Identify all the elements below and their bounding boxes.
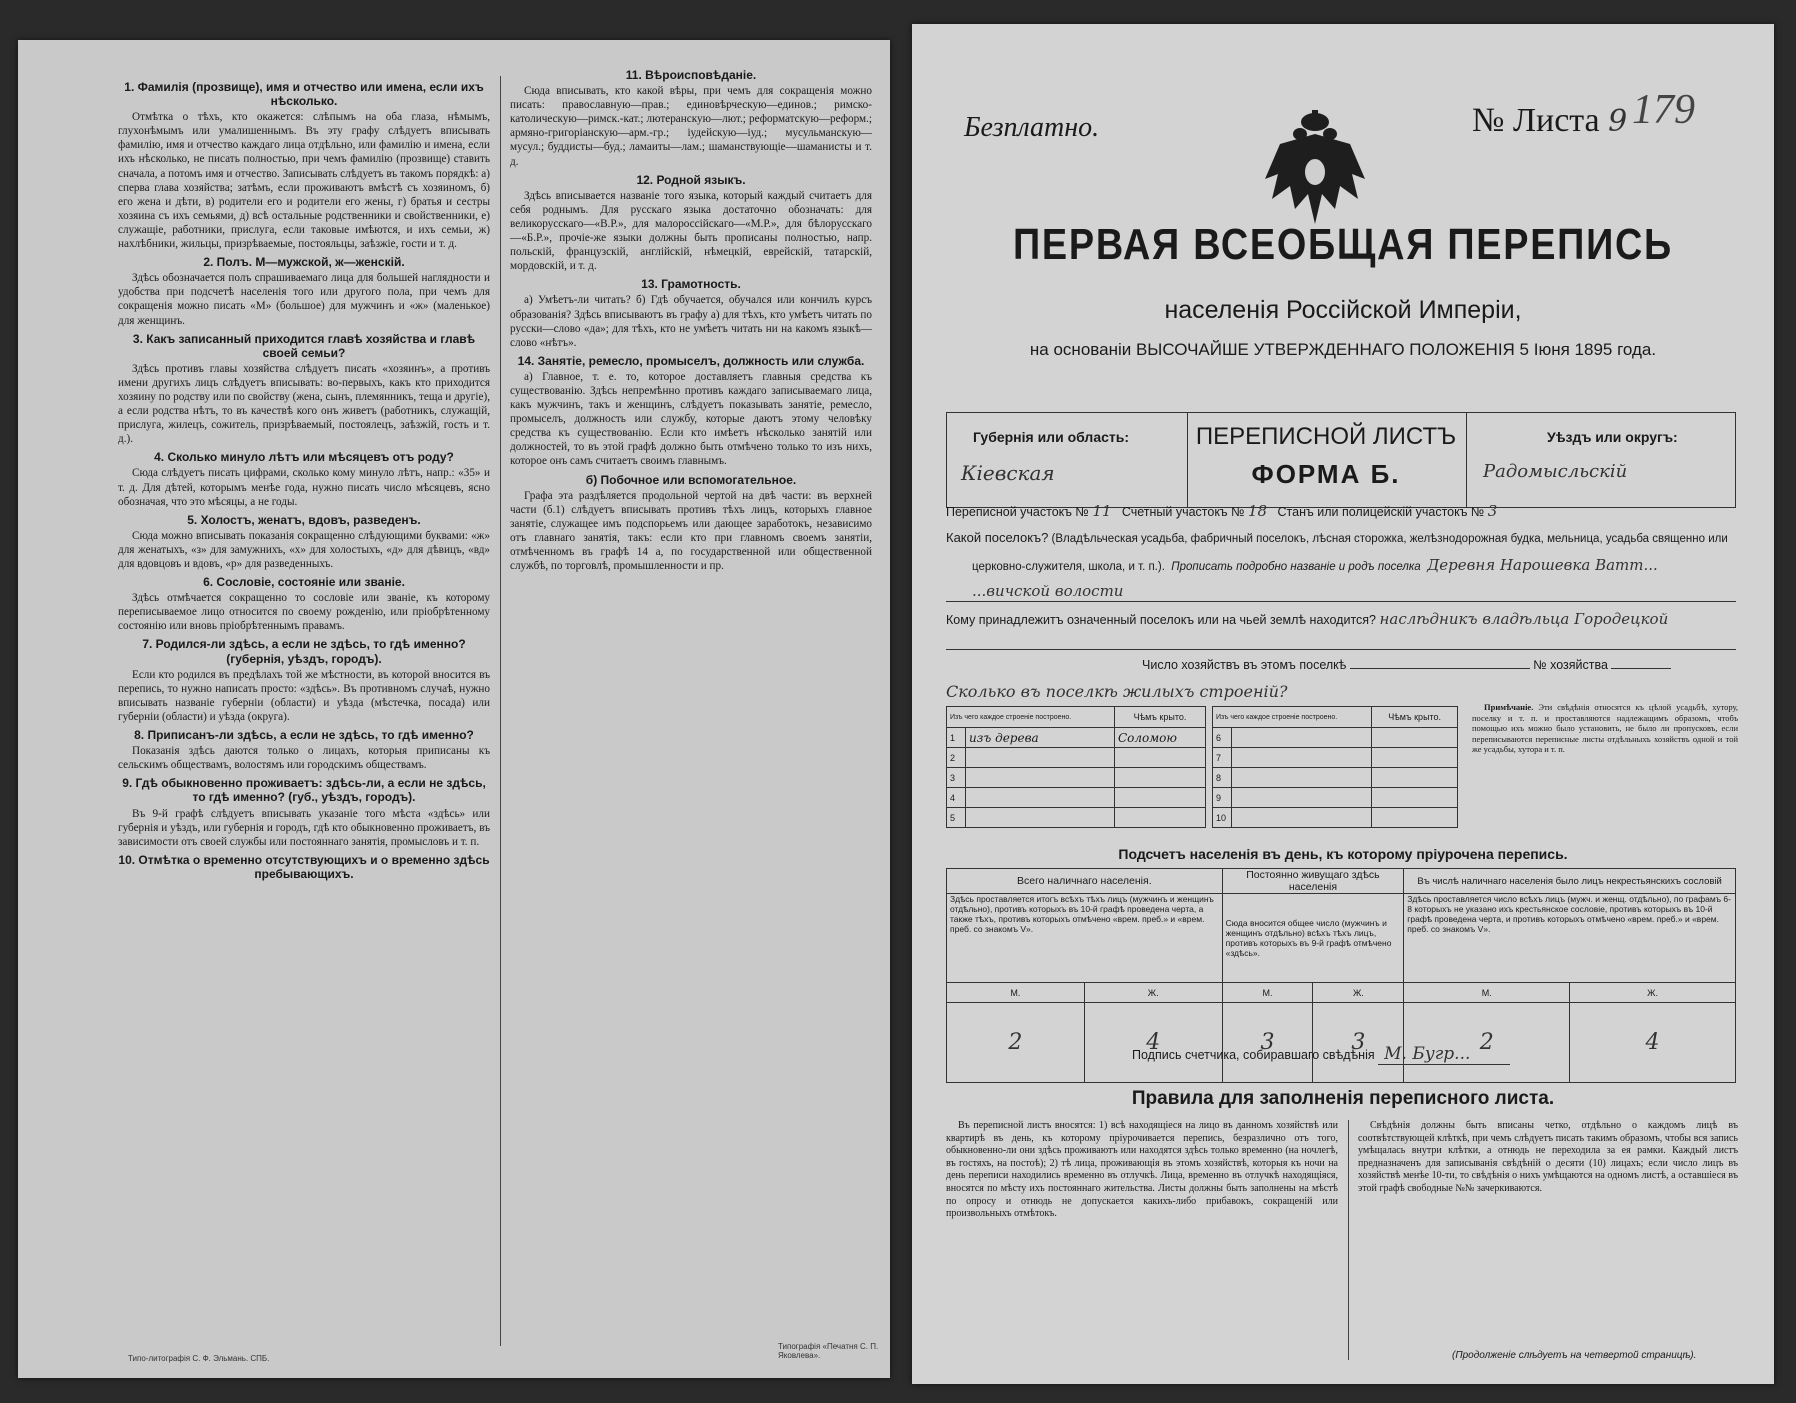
instruction-text: Въ 9-й графѣ слѣдуетъ вписывать указаніе того мѣста «здѣсь» или губернія и уѣздъ, или губернія и городъ, гдѣ кто обыкновенно проживаетъ, въ зависимости отъ своей службы или постояннаго занятія, промысловъ и т. п.: [118, 807, 490, 848]
right-page: [912, 24, 1774, 1384]
instruction-text: Здѣсь противъ главы хозяйства слѣдуетъ писать «хозяинъ», а противъ имени другихъ лицъ слѣдуетъ вписывать: во-первыхъ, какъ кто приходится хозяину по родству или по свойству (жена, сынъ, племянникъ, теща и другіе), а если родства нѣтъ, то въ качествѣ кого онъ живетъ (работникъ, служащій, прислуга, жилецъ, сожитель, призрѣваемый, постоялецъ, заѣзжій, гость и т. д.).: [118, 362, 490, 446]
census-title: ПЕРВАЯ ВСЕОБЩАЯ ПЕРЕПИСЬ: [1013, 220, 1673, 269]
instruction-heading: 1. Фамилія (прозвище), имя и отчество или имена, если ихъ нѣсколько.: [124, 80, 484, 109]
instructions-column-2: [510, 64, 872, 1350]
pop-m-2: М.: [1222, 983, 1313, 1003]
imperial-eagle-emblem: [1260, 104, 1370, 234]
rules-column-right: Свѣдѣнія должны быть вписаны четко, отдѣльно о каждомъ лицѣ въ соотвѣтствующей клѣткѣ, при чемъ слѣдуетъ писать такимъ образомъ, чтобы вся запись умѣщалась внутри клѣтки, а отнюдь не переходила за ея рамки. Каждый листъ предназначенъ для записыванія свѣдѣній о десяти (10) лицахъ; если число лицъ въ хозяйствѣ менѣе 10-ти, то свѣдѣнія о нихъ умѣщаются на одномъ листѣ, а оставшіеся въ этой графѣ свободные №№ зачеркиваются.: [1358, 1120, 1738, 1194]
building-row: [1213, 808, 1458, 828]
census-subtitle: населенія Россійской Имперіи,: [1164, 296, 1522, 324]
instruction-text: Здѣсь обозначается полъ спрашиваемаго лица для большей наглядности и удобства при подсчетѣ населенія того или другого пола, при чемъ для сокращенія можно писать «М» (большое) для мужчинъ и «ж» (маленькое) для женщинъ.: [118, 272, 490, 327]
pop-value-permanent-f: 3: [1313, 1003, 1404, 1083]
pop-value-permanent-m: 3: [1222, 1003, 1313, 1083]
pop-head-nonpeasant: Въ числѣ наличнаго населенія было лицъ некрестьянскихъ сословій: [1404, 869, 1736, 894]
pop-f-2: Ж.: [1313, 983, 1404, 1003]
instruction-text: Сюда можно вписывать показанія сокращенно слѣдующими буквами: «ж» для женатыхъ, «з» для замужнихъ, «х» для холостыхъ, «д» для дѣвицъ, «вд» для вдовцовъ и вдовъ, «р» для разведенныхъ.: [118, 529, 490, 570]
building-row: [1213, 728, 1458, 748]
instruction-text: Сюда вписывать, кто какой вѣры, при чемъ для сокращенія можно писать: православную—прав.; единовѣрческую—единов.; римско-католическую—римск.-кат.; лютеранскую—лют.; реформатскую—реформ.; армяно-григоріанскую—арм.-гр.; іудейскую—іуд.; мусульманскую—мусул.; буддисты—буд.; ламаиты—лам.; шаманствующіе—шаманисты и т. д.: [510, 85, 872, 168]
instruction-heading: 2. Полъ. М—мужской, ж—женскій.: [203, 255, 405, 270]
building-cell: изъ дерева: [966, 728, 1115, 748]
building-cell: 5: [947, 808, 966, 828]
pop-m-3: М.: [1404, 983, 1570, 1003]
building-cell: [1232, 728, 1372, 748]
settlement-value-cont: ...вичской волости: [972, 582, 1124, 600]
instruction-text: Если кто родился въ предѣлахъ той же мѣстности, въ которой вносится въ перепись, то нужно написать просто: «здѣсь». Въ противномъ случаѣ, нужно вписывать названіе губерніи (области) и уѣзда (мѣстечка, посада) или губерніи (области) и уѣзда (округа).: [118, 668, 490, 723]
instruction-heading: 5. Холостъ, женатъ, вдовъ, разведенъ.: [187, 512, 421, 527]
instruction-heading: 7. Родился-ли здѣсь, а если не здѣсь, то гдѣ именно? (губернія, уѣздъ, городъ).: [142, 637, 466, 666]
building-cell: 10: [1213, 808, 1232, 828]
free-label: Безплатно.: [964, 112, 1100, 143]
pop-desc-present: Здѣсь проставляется итогъ всѣхъ тѣхъ лицъ (мужчинъ и женщинъ отдѣльно), противъ которыхъ въ 10-й графѣ проведена черта, а также тѣхъ, противъ которыхъ отмѣчено «врем. преб.» и «врем. преб. со знакомъ V».: [947, 894, 1223, 983]
building-cell: 4: [947, 788, 966, 808]
instruction-heading: 6. Сословіе, состояніе или званіе.: [203, 575, 405, 590]
rules-divider: [1348, 1120, 1349, 1360]
sheet-number-value: 9: [1608, 104, 1628, 139]
uezd-box: [1466, 412, 1736, 508]
pop-m-1: М.: [947, 983, 1085, 1003]
instruction-text: а) Главное, т. е. то, которое доставляетъ главныя средства къ существованію. Здѣсь непремѣнно противъ каждаго записываемаго лица, какъ мужчинъ, такъ и женщинъ, слѣдуетъ показывать занятіе, ремесло, промыселъ, должность или службу, которые даютъ этому человѣку средства къ существованію. Если кто имѣетъ нѣсколько занятій или должностей, то въ этой графѣ должно быть отмѣчено только то изъ нихъ, которое онъ самъ считаетъ своимъ главнымъ.: [510, 370, 872, 468]
owner-line: Кому принадлежитъ означенный поселокъ или на чьей землѣ находится? наслѣдникъ владѣльца Городецкой: [946, 610, 1669, 628]
building-row: [947, 728, 1206, 748]
bt-head-roof: Чѣмъ крыто.: [1114, 707, 1205, 728]
building-cell: [966, 808, 1115, 828]
building-row: [1213, 768, 1458, 788]
building-cell: [1232, 788, 1372, 808]
building-row: [1213, 788, 1458, 808]
instruction-heading: б) Побочное или вспомогательное.: [585, 472, 797, 487]
form-title: ПЕРЕПИСНОЙ ЛИСТЪ: [1195, 423, 1457, 450]
instruction-text: Отмѣтка о тѣхъ, кто окажется: слѣпымъ на оба глаза, нѣмымъ, глухонѣмымъ или умалишеннымъ. Въ эту графу слѣдуетъ вписывать фамилію, имя и отчество каждаго лица отдѣльно, или фамилію и имена, если ихъ нѣсколько, не писать полностью, при чемъ фамилію (прозвище) ставить сначала, а потомъ имя и отчество. Записывать слѣдуетъ въ такомъ порядкѣ: а) сперва глава хозяйства; затѣмъ, если проживаютъ вмѣстѣ съ хозяиномъ, б) его жена и дѣти, в) родители его и родители его жены, г) братья и сестры хозяина съ ихъ семьями, д) всѣ остальные родственники и свойственники, е) служащіе, работники, прислуга, если таковые имѣются, и ихъ семьи, ж) нахлѣбники, жильцы, призрѣваемые, постояльцы, заѣзжіе, гости и т. д.: [118, 111, 490, 251]
pop-value-present-f: 4: [1084, 1003, 1222, 1083]
uezd-label: Уѣздъ или округъ:: [1547, 429, 1678, 445]
buildings-note: Примѣчаніе. Эти свѣдѣнія относятся къ цѣлой усадьбѣ, хутору, поселку и т. п. и проставляются надлежащимъ образомъ, чтобъ помощью ихъ можно было установить, не было ли пропусковъ, если переписываются переписные листы отдѣльныхъ хозяйствъ одной и той же усадьбы, хутора и т. п.: [1472, 702, 1738, 755]
instruction-heading: 3. Какъ записанный приходится главѣ хозяйства и главѣ своей семьи?: [132, 331, 476, 360]
enumerator-signature: М. Бугр...: [1378, 1044, 1510, 1065]
building-cell: 7: [1213, 748, 1232, 768]
settlement-line: Какой поселокъ? (Владѣльческая усадьба, фабричный поселокъ, лѣсная сторожка, желѣзнодорожная будка, мельница, усадьба священно или: [946, 530, 1728, 545]
census-basis: на основаніи ВЫСОЧАЙШЕ УТВЕРЖДЕННАГО ПОЛОЖЕНІЯ 5 Іюня 1895 года.: [1029, 340, 1657, 359]
building-row: [1213, 748, 1458, 768]
building-cell: 9: [1213, 788, 1232, 808]
enumerator-signature-line: Подпись счетчика, собиравшаго свѣдѣнія М. Бугр...: [1132, 1044, 1510, 1064]
gubernia-value: Кіевская: [961, 461, 1055, 485]
building-cell: [966, 788, 1115, 808]
pop-value-present-m: 2: [947, 1003, 1085, 1083]
instruction-heading: 4. Сколько минуло лѣтъ или мѣсяцевъ отъ роду?: [154, 450, 454, 465]
bt-head-built: Изъ чего каждое строеніе построено.: [947, 707, 1115, 728]
building-row: [947, 808, 1206, 828]
column-divider: [500, 76, 501, 1346]
building-cell: 2: [947, 748, 966, 768]
gubernia-box: [946, 412, 1188, 508]
pop-desc-nonpeasant: Здѣсь проставляется число всѣхъ лицъ (мужч. и женщ. отдѣльно), по графамъ 6-8 которыхъ не указано ихъ крестьянское сословіе, противъ которыхъ въ 10-й графѣ проведена черта, и противъ которыхъ отмѣчено «врем. преб.» и «врем. преб. со знакомъ V».: [1404, 894, 1736, 983]
building-cell: Соломою: [1114, 728, 1205, 748]
sheet-number-label: № Листа: [1472, 102, 1600, 139]
rules-column-left: Въ переписной листъ вносятся: 1) всѣ находящіеся на лицо въ данномъ хозяйствѣ или квартирѣ въ день, къ которому пріурочивается перепись, безразлично отъ того, обыкновенно-ли они здѣсь проживаютъ или находятся здѣсь только временно (на ночлегѣ, въ гостяхъ, на постоѣ); 2) тѣ лица, проживающія въ этомъ хозяйствѣ, которыя къ ночи на день переписи находились временно въ отлучкѣ. Лица, временно въ отлучкѣ находящіяся, вносятся по мѣсту ихъ постояннаго жительства. Листы должны быть заполнены на мѣстѣ по опросу и отнюдь не допускается какихъ-либо прибавокъ, сокращеній или произвольныхъ отмѣтокъ.: [946, 1120, 1338, 1220]
instruction-heading: 10. Отмѣтка о временно отсутствующихъ и о временно здѣсь пребывающихъ.: [118, 852, 490, 881]
building-row: [947, 788, 1206, 808]
building-cell: [1232, 748, 1372, 768]
instruction-heading: 11. Вѣроисповѣданіе.: [625, 68, 757, 82]
instruction-heading: 8. Приписанъ-ли здѣсь, а если не здѣсь, то гдѣ именно?: [134, 728, 474, 743]
building-cell: [1372, 728, 1458, 748]
buildings-table-left: [946, 706, 1206, 828]
households-line: Число хозяйствъ въ этомъ поселкѣ № хозяйства: [1142, 658, 1671, 672]
building-cell: [1114, 788, 1205, 808]
printer-imprint-left: Типо-литографія С. Ф. Эльмань. СПБ.: [128, 1354, 270, 1363]
building-cell: 3: [947, 768, 966, 788]
rules-continued: (Продолженіе слѣдуетъ на четвертой страницѣ).: [1452, 1350, 1697, 1361]
building-row: [947, 748, 1206, 768]
building-row: [947, 768, 1206, 788]
form-name: ФОРМА Б.: [1251, 459, 1401, 489]
building-cell: [1114, 748, 1205, 768]
instruction-heading: 12. Родной языкъ.: [636, 172, 746, 187]
instruction-text: а) Умѣетъ-ли читать? б) Гдѣ обучается, обучался или кончилъ курсъ образованія? Здѣсь вписываютъ въ графу а) для тѣхъ, кто умѣетъ читать по русски—слово «да»; для тѣхъ, кто не умѣетъ читать ни на какомъ языкѣ—слово «нѣтъ».: [510, 294, 872, 349]
buildings-label: Сколько въ поселкѣ жилыхъ строеній?: [946, 682, 1288, 701]
rules-title: Правила для заполненія переписного листа.: [1131, 1088, 1555, 1109]
sheet-number-field: [1472, 102, 1627, 140]
printer-imprint-right: Типографія «Печатня С. П. Яковлева».: [778, 1342, 879, 1360]
pop-f-1: Ж.: [1084, 983, 1222, 1003]
building-cell: 1: [947, 728, 966, 748]
building-cell: [1232, 768, 1372, 788]
building-cell: [966, 768, 1115, 788]
settlement-type-line: церковно-служителя, школа, и т. п.). Прописать подробно названіе и родъ поселка Деревня Нарошевка Ватт...: [972, 556, 1658, 574]
instruction-heading: 9. Гдѣ обыкновенно проживаетъ: здѣсь-ли, а если не здѣсь, то гдѣ именно? (губ., уѣздъ, городъ).: [122, 776, 486, 805]
district-line: Переписной участокъ № 11 Счетный участокъ № 18 Станъ или полицейскій участокъ № 3: [946, 502, 1498, 520]
buildings-table-right: [1212, 706, 1458, 828]
bt-head-built-2: Изъ чего каждое строеніе построено.: [1213, 707, 1372, 728]
form-title-box: [1186, 412, 1466, 508]
building-cell: [1372, 748, 1458, 768]
instruction-text: Здѣсь вписывается названіе того языка, который каждый считаетъ для себя роднымъ. Для русскаго языка достаточно обозначать: для великорусскаго—«В.Р.», для малороссійскаго—«М.Р.», для бѣлорусскаго—«Б.Р.», прочіе-же языки должны быть прописаны полностью, напр. польскій, французскій, англійскій, нѣмецкій, еврейскій, татарскій, мордовскій, и т. д.: [510, 189, 872, 273]
archive-sheet-number: 179: [1632, 87, 1695, 133]
building-cell: [1232, 808, 1372, 828]
bt-head-roof-2: Чѣмъ крыто.: [1372, 707, 1458, 728]
building-cell: [1372, 808, 1458, 828]
pop-head-permanent: Постоянно живущаго здѣсь населенія: [1222, 869, 1404, 894]
building-cell: [1114, 768, 1205, 788]
settlement-underline: [946, 600, 1736, 602]
instruction-text: Здѣсь отмѣчается сокращенно то сословіе или званіе, къ которому переписываемое лицо относится по своему рожденію, или пріобрѣтенному состоянію или вновь пріобрѣтеннымъ правамъ.: [118, 592, 490, 633]
pop-value-nonpeasant-m: 2: [1404, 1003, 1570, 1083]
owner-underline: [946, 648, 1736, 650]
building-cell: [1114, 808, 1205, 828]
instructions-column-1: [118, 76, 490, 1346]
building-cell: [1372, 768, 1458, 788]
building-cell: 6: [1213, 728, 1232, 748]
population-count-title: Подсчетъ населенія въ день, къ которому пріурочена перепись.: [1118, 846, 1568, 862]
instruction-text: Показанія здѣсь даются только о лицахъ, которыя приписаны къ сельскимъ обществамъ, волостямъ или городскимъ обществамъ.: [118, 745, 490, 772]
pop-desc-permanent: Сюда вносится общее число (мужчинъ и женщинъ отдѣльно) всѣхъ тѣхъ лицъ, противъ которыхъ въ 9-й графѣ отмѣчено «здѣсь».: [1222, 894, 1404, 983]
instruction-heading: 13. Грамотность.: [641, 277, 741, 292]
gubernia-label: Губернія или область:: [973, 429, 1130, 445]
uezd-value: Радомысльскій: [1483, 461, 1628, 482]
left-page: [18, 40, 890, 1378]
building-cell: [966, 748, 1115, 768]
instruction-heading: 14. Занятіе, ремесло, промыселъ, должность или служба.: [517, 353, 865, 368]
pop-value-nonpeasant-f: 4: [1570, 1003, 1736, 1083]
building-cell: [1372, 788, 1458, 808]
pop-head-present: Всего наличнаго населенія.: [947, 869, 1223, 894]
building-cell: 8: [1213, 768, 1232, 788]
instruction-text: Сюда слѣдуетъ писать цифрами, сколько кому минуло лѣтъ, напр.: «35» и т. д. Для дѣтей, которымъ менѣе года, нужно писать число мѣсяцевъ, ясно обозначая, что это мѣсяцы, а не годы.: [118, 467, 490, 508]
pop-f-3: Ж.: [1570, 983, 1736, 1003]
instruction-text: Графа эта раздѣляется продольной чертой на двѣ части: въ верхней части (б.1) слѣдуетъ вписывать противъ тѣхъ лицъ, которыхъ главное занятіе, служащее имъ подспорьемъ или дающее заработокъ, независимо отъ главнаго занятія, такъ: если кто при главномъ своемъ занятіи, отмѣченномъ въ графѣ 14 а, по государственной или общественной службѣ, по торговлѣ, промышленности и пр.: [510, 489, 872, 573]
